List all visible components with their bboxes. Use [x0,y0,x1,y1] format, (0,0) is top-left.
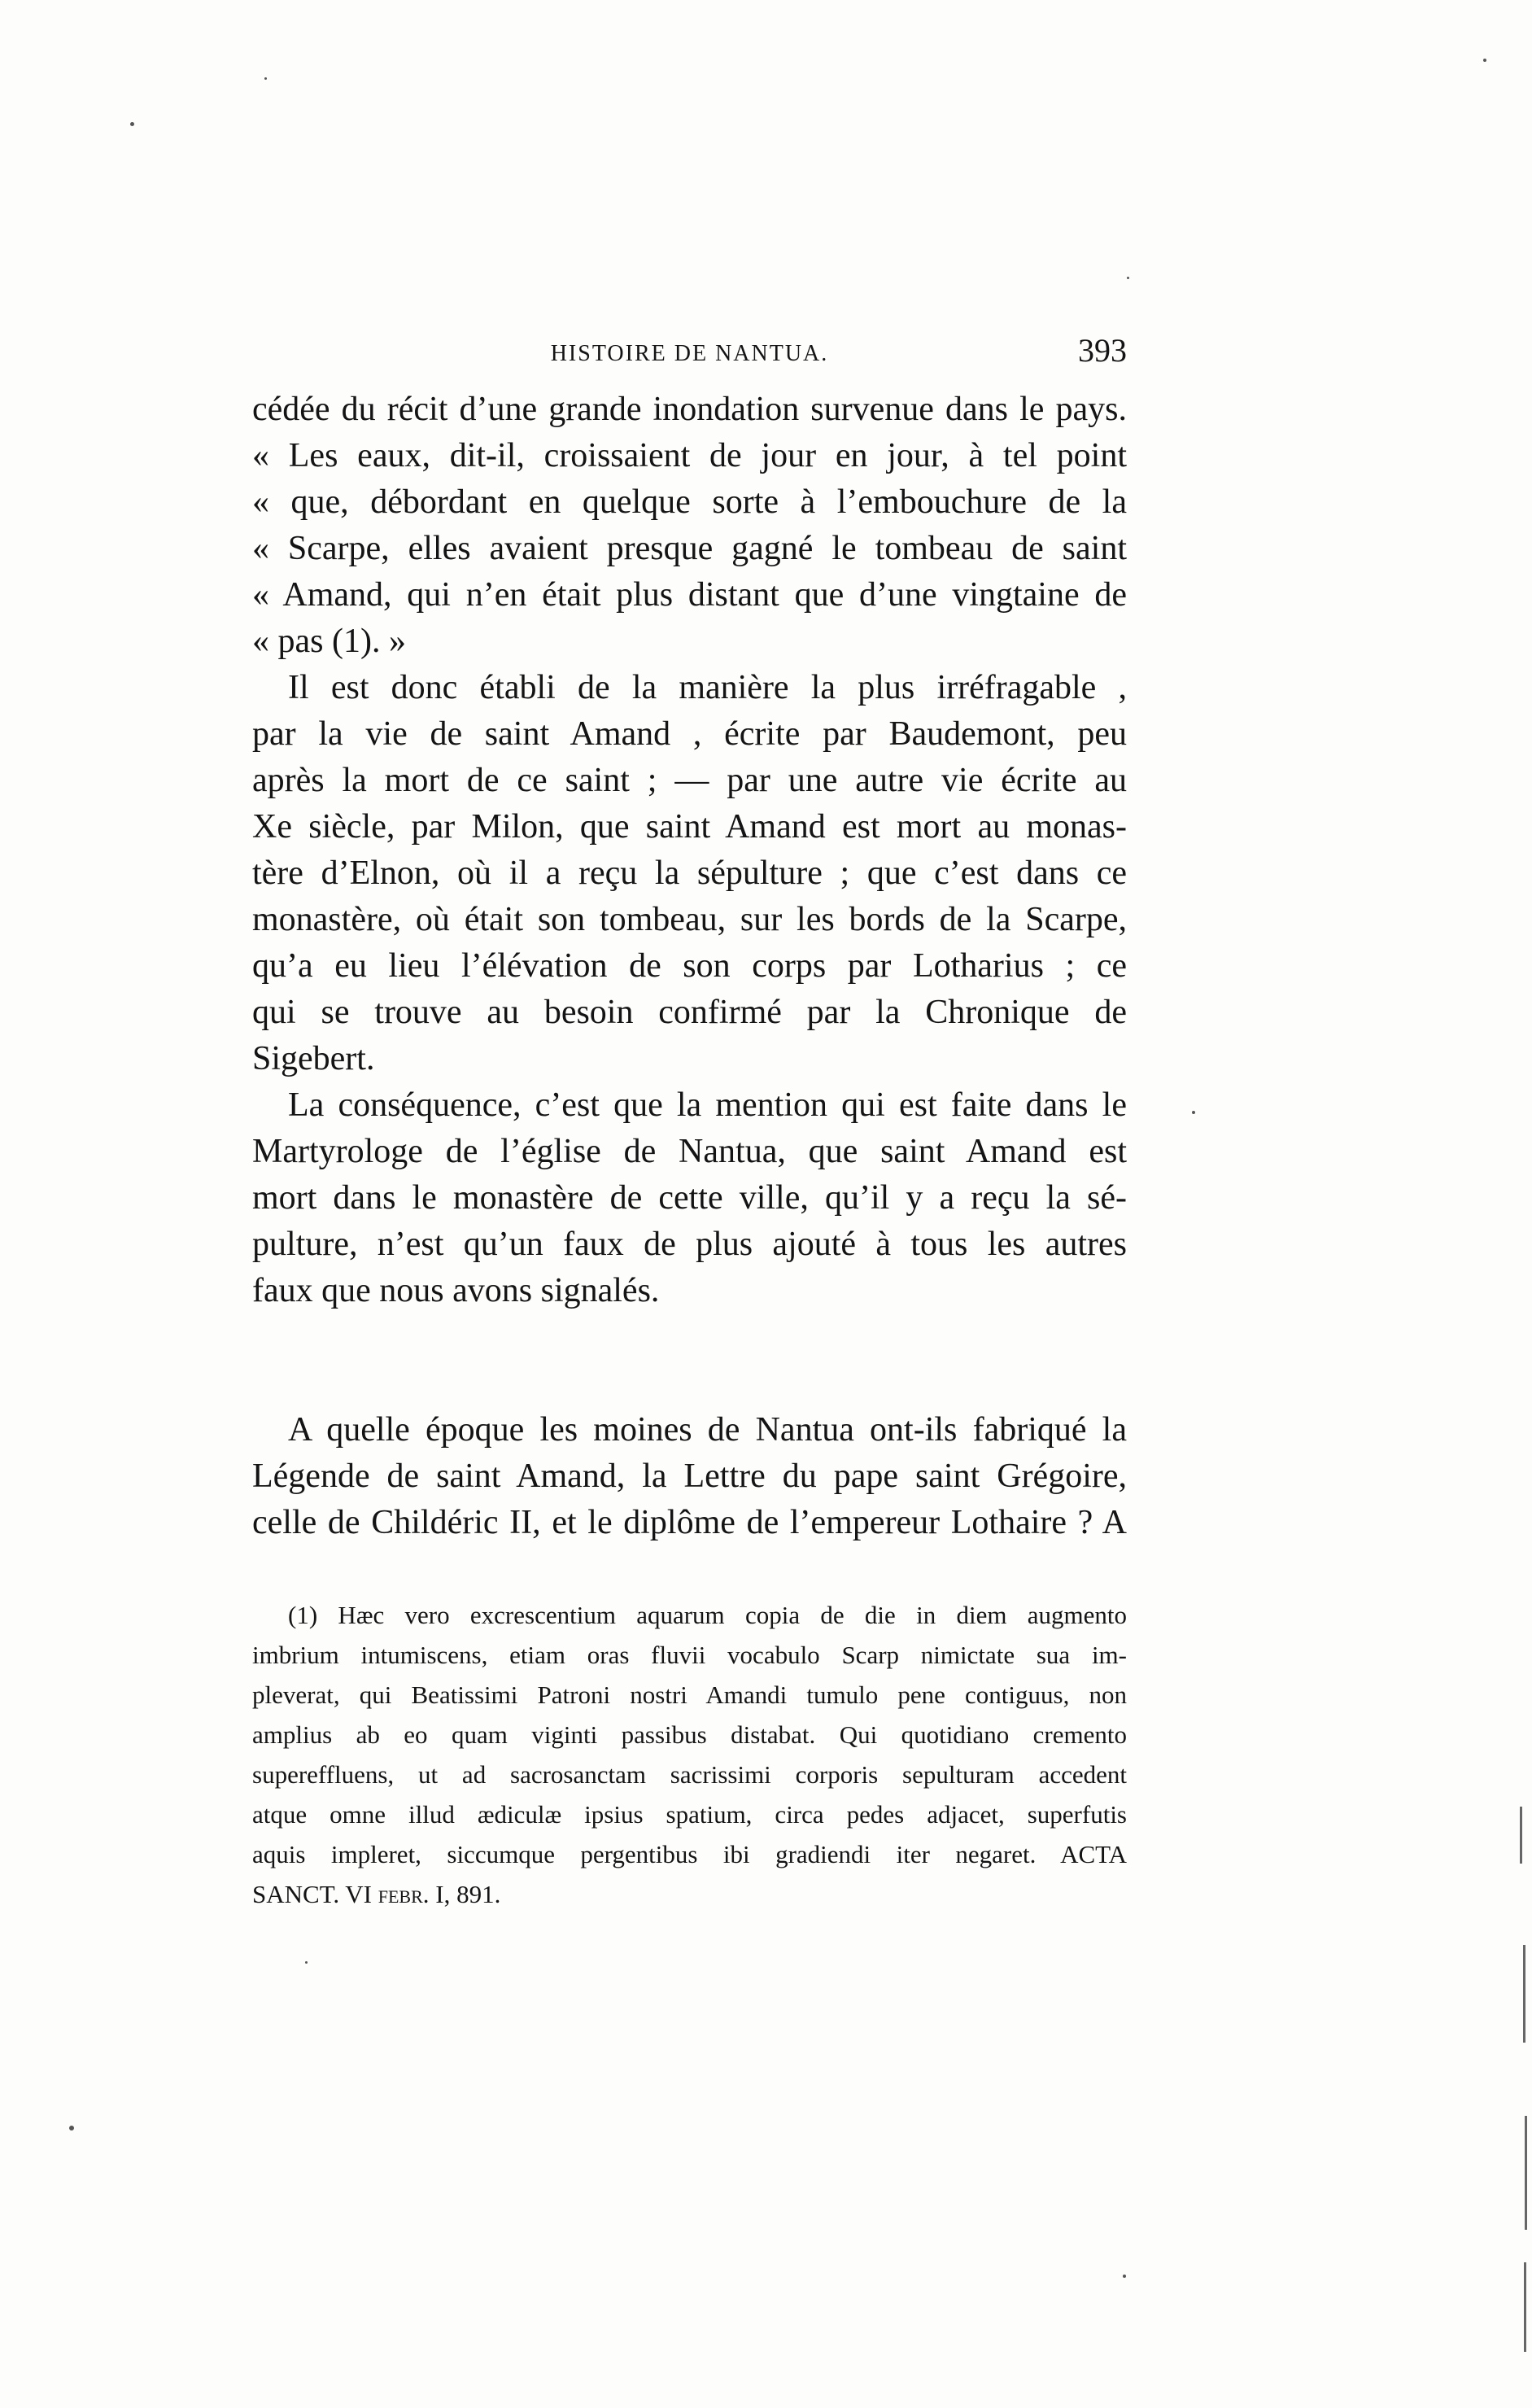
text-line: celle de Childéric II, et le diplôme de l’empereur Lothaire ? A [252,1504,1127,1541]
text-line: Légende de saint Amand, la Lettre du pape saint Grégoire, [252,1457,1127,1495]
scan-speck [1483,59,1486,62]
text-line: cédée du récit d’une grande inondation survenue dans le pays. [252,391,1127,428]
body-text [252,387,1127,1546]
footnote-line: SANCT. VI febr. I, 891. [252,1880,501,1908]
running-title: HISTOIRE DE NANTUA. [550,341,829,366]
text-line: A quelle époque les moines de Nantua ont-ils fabriqué la [288,1411,1127,1449]
section-break [252,1314,1127,1407]
page-number: 393 [1078,332,1127,369]
text-line: après la mort de ce saint ; — par une autre vie écrite au [252,762,1127,799]
text-line: « Les eaux, dit-il, croissaient de jour en jour, à tel point [252,437,1127,474]
text-line: « que, débordant en quelque sorte à l’embouchure de la [252,483,1127,521]
scan-speck [69,2126,74,2130]
text-line: monastère, où était son tombeau, sur les bords de la Scarpe, [252,901,1127,938]
scan-speck [1127,277,1129,279]
scan-edge-mark [1523,1945,1525,2043]
footnote-line: (1) Hæc vero excrescentium aquarum copia de die in diem augmento [288,1601,1127,1629]
scan-speck [1123,2275,1126,2278]
scan-speck [130,122,134,126]
footnote-line: pleverat, qui Beatissimi Patroni nostri Amandi tumulo pene contiguus, non [252,1680,1127,1709]
footnote [252,1595,1127,1914]
text-line: « Scarpe, elles avaient presque gagné le tombeau de saint [252,530,1127,567]
scan-edge-mark [1524,2262,1526,2352]
scan-speck [1192,1111,1195,1114]
text-line: qui se trouve au besoin confirmé par la Chronique de [252,994,1127,1031]
footnote-line: aquis impleret, siccumque pergentibus ibi gradiendi iter negaret. ACTA [252,1840,1127,1868]
scan-speck [264,77,267,80]
text-line: mort dans le monastère de cette ville, qu’il y a reçu la sé- [252,1179,1127,1217]
footnote-line: imbrium intumiscens, etiam oras fluvii vocabulo Scarp nimictate sua im- [252,1641,1127,1669]
text-line: tère d’Elnon, où il a reçu la sépulture ; que c’est dans ce [252,854,1127,892]
footnote-line: amplius ab eo quam viginti passibus distabat. Qui quotidiano cremento [252,1720,1127,1749]
text-line: La conséquence, c’est que la mention qui est faite dans le [288,1086,1127,1124]
text-line: qu’a eu lieu l’élévation de son corps par Lotharius ; ce [252,947,1127,985]
text-line: « Amand, qui n’en était plus distant que d’une vingtaine de [252,576,1127,614]
text-line: Il est donc établi de la manière la plus irréfragable , [288,669,1127,706]
text-line: « pas (1). » [252,623,406,660]
running-head [252,330,1127,378]
footnote-line: supereffluens, ut ad sacrosanctam sacrissimi corporis sepulturam accedent [252,1760,1127,1789]
footnote-line: atque omne illud ædiculæ ipsius spatium, circa pedes adjacet, superfutis [252,1800,1127,1829]
scan-speck [305,1961,308,1964]
text-line: faux que nous avons signalés. [252,1272,660,1309]
text-line: Martyrologe de l’église de Nantua, que saint Amand est [252,1133,1127,1170]
scan-edge-mark [1520,1807,1522,1864]
text-line: pulture, n’est qu’un faux de plus ajouté à tous les autres [252,1226,1127,1263]
scan-edge-mark [1525,2116,1527,2230]
text-line: par la vie de saint Amand , écrite par Baudemont, peu [252,715,1127,753]
text-line: Sigebert. [252,1040,375,1077]
text-line: Xe siècle, par Milon, que saint Amand est mort au monas- [252,808,1127,846]
